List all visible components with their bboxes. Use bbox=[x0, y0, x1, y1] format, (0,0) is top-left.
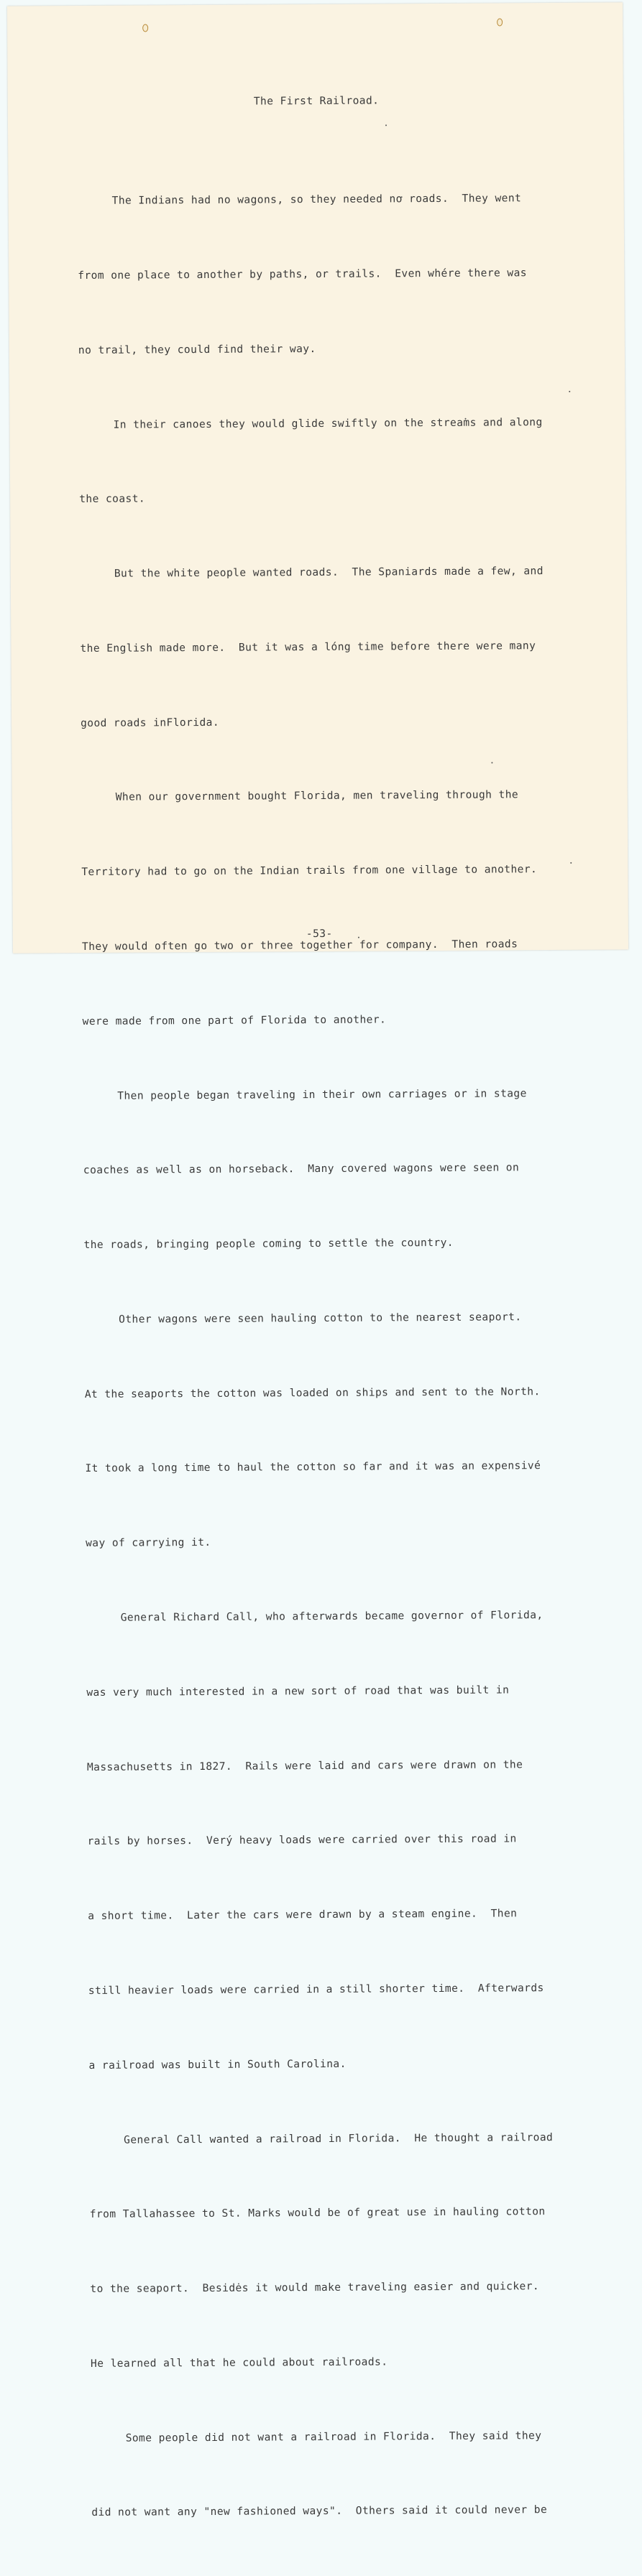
text-line: were made from one part of Florida to another. bbox=[82, 1013, 387, 1028]
document-body bbox=[77, 137, 556, 2575]
page-number: -53- bbox=[306, 927, 333, 941]
text-line: At the seaports the cotton was loaded on ships and sent to the North. bbox=[84, 1385, 541, 1400]
text-line: Massachusetts in 1827. Rails were laid and cars were drawn on the bbox=[86, 1758, 523, 1773]
text-line: still heavier loads were carried in a still shorter time. Afterwards bbox=[88, 1982, 544, 1997]
ink-speck bbox=[570, 862, 572, 864]
text-line: General Call wanted a railroad in Florida. He thought a railroad bbox=[124, 2130, 554, 2146]
text-line: a short time. Later the cars were drawn by a steam engine. Then bbox=[88, 1907, 518, 1923]
punch-hole-right bbox=[497, 18, 503, 26]
text-line: good roads inFlorida. bbox=[81, 716, 220, 729]
text-line: The Indians had no wagons, so they needed no roads. They went bbox=[111, 192, 522, 207]
text-line: Other wagons were seen hauling cotton to the nearest seaport. bbox=[119, 1311, 522, 1326]
text-line: the roads, bringing people coming to settle the country. bbox=[83, 1236, 454, 1252]
document-title: The First Railroad. bbox=[253, 94, 380, 108]
text-line: General Richard Call, who afterwards became governor of Florida, bbox=[120, 1609, 544, 1624]
text-line: no trail, they could find their way. bbox=[78, 342, 316, 356]
text-line: did not want any "new fashioned ways". Others said it could never be bbox=[91, 2503, 548, 2519]
text-line: from one place to another by paths, or trails. Even whére there was bbox=[78, 267, 527, 282]
text-line: rails by horses. Verý heavy loads were carried over this road in bbox=[87, 1832, 517, 1848]
text-line: a railroad was built in South Carolina. bbox=[88, 2057, 347, 2072]
text-line: to the seaport. Besidės it would make traveling easier and quicker. bbox=[90, 2280, 540, 2296]
text-line: But the white people wanted roads. The Spaniards made a few, and bbox=[114, 565, 544, 580]
text-line: was very much interested in a new sort of road that was built in bbox=[86, 1684, 510, 1699]
text-line: from Tallahassee to St. Marks would be of great use in hauling cotton bbox=[89, 2205, 546, 2221]
text-line: Then people began traveling in their own carriages or in stage bbox=[117, 1086, 527, 1102]
text-line: When our government bought Florida, men traveling through the bbox=[115, 788, 519, 804]
text-line: Some people did not want a railroad in Florida. They said they bbox=[125, 2429, 542, 2445]
text-line: the English made more. But it was a lóng time before there were many bbox=[80, 640, 536, 655]
text-line: He learned all that he could about railroads. bbox=[90, 2355, 388, 2370]
text-line: Territory had to go on the Indian trails from one village to another. bbox=[81, 863, 538, 879]
text-line: coaches as well as on horseback. Many covered wagons were seen on bbox=[83, 1161, 520, 1177]
paper-sheet bbox=[7, 2, 628, 2519]
text-line: way of carrying it. bbox=[85, 1536, 211, 1550]
punch-hole-left bbox=[142, 24, 148, 32]
text-line: It took a long time to haul the cotton so far and it was an expensivé bbox=[85, 1459, 541, 1475]
text-line: They would often go two or three together for company. Then roads bbox=[81, 938, 518, 954]
text-line: In their canoes they would glide swiftly on the streams and along bbox=[113, 415, 543, 431]
text-line: the coast. bbox=[79, 492, 146, 506]
ink-speck bbox=[385, 124, 387, 126]
ink-speck bbox=[569, 391, 570, 392]
